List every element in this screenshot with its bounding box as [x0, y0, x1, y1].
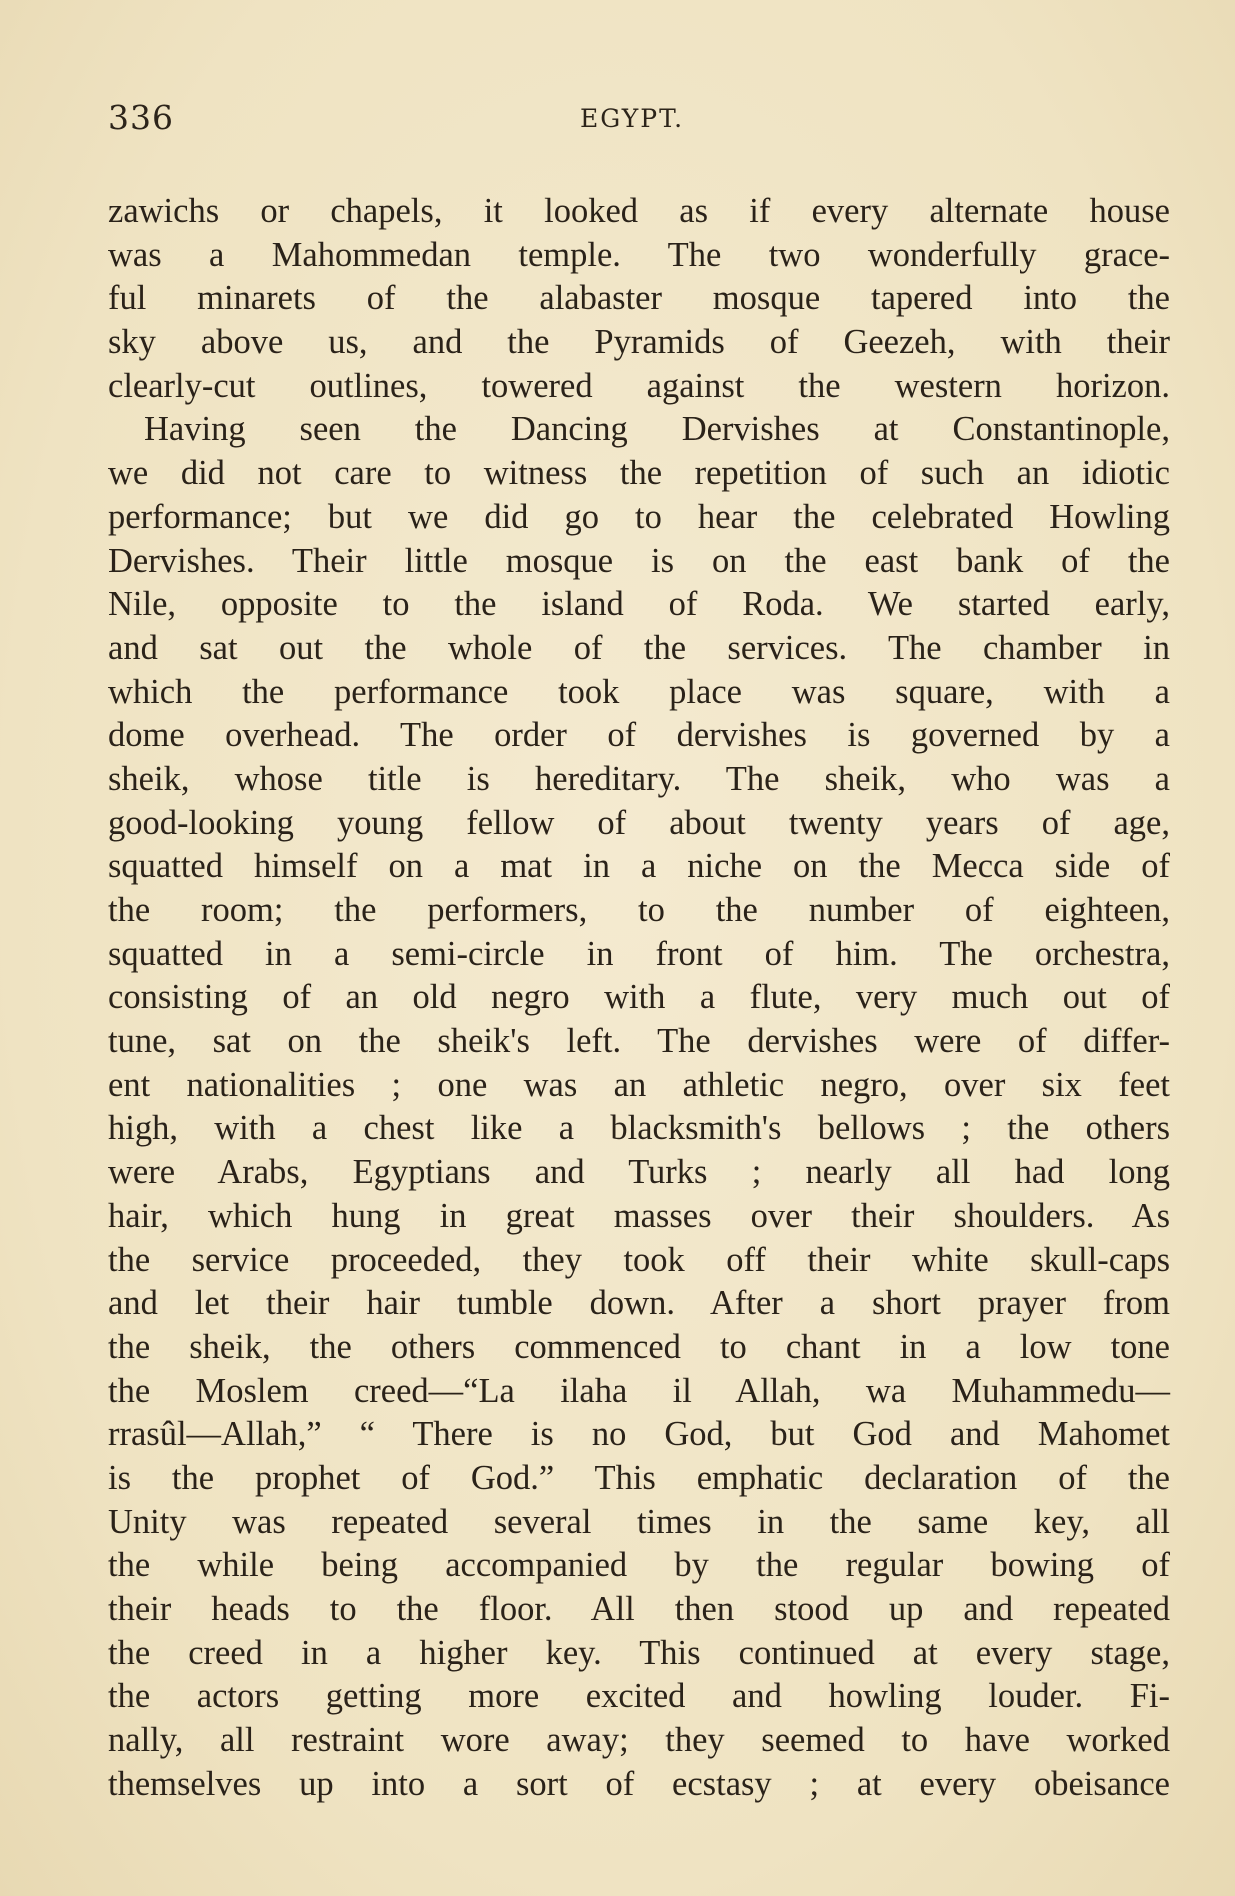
- text-line: was a Mahommedan temple. The two wonderfully grace-: [108, 235, 1170, 274]
- body-text: [108, 190, 1170, 1806]
- text-line: high, with a chest like a blacksmith's bellows ; the others: [108, 1109, 1170, 1148]
- page-header: [108, 98, 1168, 148]
- running-head: EGYPT.: [580, 104, 685, 133]
- text-line: clearly-cut outlines, towered against the western horizon.: [108, 366, 1170, 405]
- text-line: Dervishes. Their little mosque is on the east bank of the: [108, 541, 1170, 580]
- text-line: Unity was repeated several times in the same key, all: [108, 1502, 1170, 1541]
- text-line: the actors getting more excited and howling louder. Fi-: [108, 1677, 1170, 1716]
- text-line: sheik, whose title is hereditary. The sheik, who was a: [108, 759, 1170, 798]
- text-line: nally, all restraint wore away; they seemed to have worked: [108, 1721, 1170, 1760]
- text-line: squatted himself on a mat in a niche on the Mecca side of: [108, 847, 1170, 886]
- text-line-paragraph-start: Having seen the Dancing Dervishes at Constantinople,: [144, 410, 1170, 449]
- text-line: squatted in a semi-circle in front of him. The orchestra,: [108, 934, 1170, 973]
- text-line: good-looking young fellow of about twenty years of age,: [108, 803, 1170, 842]
- text-line: their heads to the floor. All then stood up and repeated: [108, 1590, 1170, 1628]
- text-line: rrasûl—Allah,” “ There is no God, but God and Mahomet: [108, 1415, 1170, 1454]
- text-line: hair, which hung in great masses over their shoulders. As: [108, 1196, 1170, 1235]
- text-line: dome overhead. The order of dervishes is governed by a: [108, 716, 1170, 755]
- text-line: the room; the performers, to the number of eighteen,: [108, 891, 1170, 929]
- text-line: and sat out the whole of the services. The chamber in: [108, 628, 1170, 667]
- text-line: tune, sat on the sheik's left. The dervishes were of differ-: [108, 1022, 1170, 1061]
- text-line: Nile, opposite to the island of Roda. We started early,: [108, 585, 1170, 624]
- text-line: performance; but we did go to hear the celebrated Howling: [108, 497, 1170, 536]
- page-number: 336: [108, 98, 174, 137]
- text-line: the sheik, the others commenced to chant in a low tone: [108, 1327, 1170, 1366]
- text-line: and let their hair tumble down. After a short prayer from: [108, 1284, 1170, 1323]
- text-line: the creed in a higher key. This continued at every stage,: [108, 1633, 1170, 1672]
- text-line: were Arabs, Egyptians and Turks ; nearly all had long: [108, 1153, 1170, 1192]
- text-line: is the prophet of God.” This emphatic declaration of the: [108, 1458, 1170, 1497]
- text-line: the while being accompanied by the regular bowing of: [108, 1546, 1170, 1585]
- text-line: ful minarets of the alabaster mosque tapered into the: [108, 279, 1170, 318]
- text-line: ent nationalities ; one was an athletic negro, over six feet: [108, 1065, 1170, 1104]
- text-line: zawichs or chapels, it looked as if every alternate house: [108, 192, 1170, 230]
- text-line: we did not care to witness the repetition of such an idiotic: [108, 454, 1170, 493]
- text-line: themselves up into a sort of ecstasy ; at every obeisance: [108, 1764, 1170, 1803]
- text-line: sky above us, and the Pyramids of Geezeh, with their: [108, 323, 1170, 362]
- text-line: which the performance took place was square, with a: [108, 672, 1170, 711]
- text-line: the Moslem creed—“La ilaha il Allah, wa Muhammedu—: [108, 1371, 1170, 1410]
- text-line: consisting of an old negro with a flute, very much out of: [108, 978, 1170, 1017]
- text-line: the service proceeded, they took off their white skull-caps: [108, 1240, 1170, 1279]
